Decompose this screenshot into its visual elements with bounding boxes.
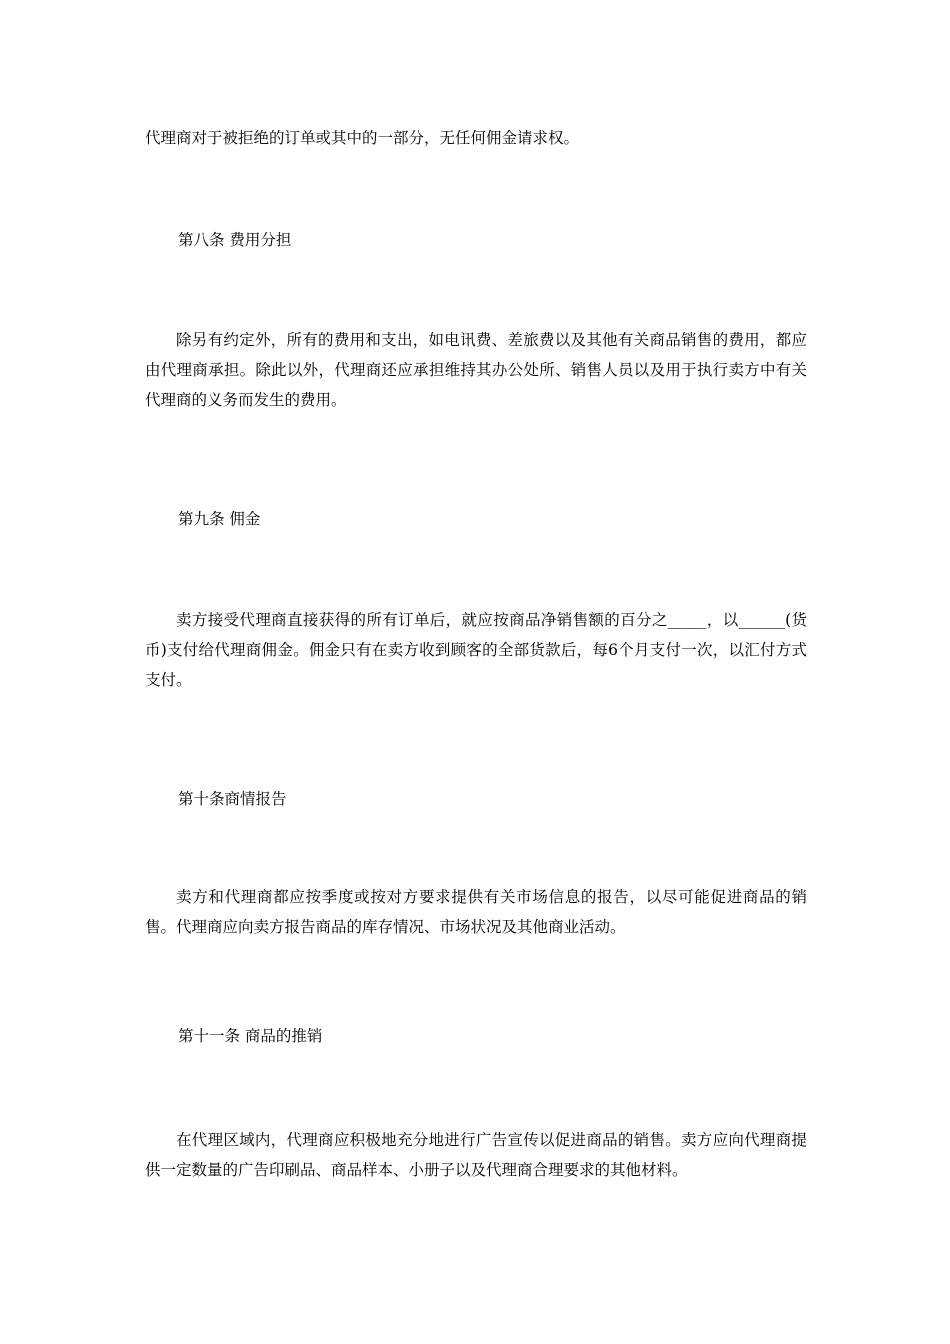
paragraph-market-report: 卖方和代理商都应按季度或按对方要求提供有关市场信息的报告，以尽可能促进商品的销售。代理商应向卖方报告商品的库存情况、市场状况及其他商业活动。 <box>145 888 807 936</box>
article-9-heading: 第九条 佣金 <box>178 510 261 528</box>
article-11-heading: 第十一条 商品的推销 <box>178 1027 323 1045</box>
article-10-heading: 第十条商情报告 <box>178 790 287 808</box>
paragraph-commission-rejection: 代理商对于被拒绝的订单或其中的一部分，无任何佣金请求权。 <box>145 129 580 147</box>
paragraph-expense-sharing: 除另有约定外，所有的费用和支出，如电讯费、差旅费以及其他有关商品销售的费用，都应由代理商承担。除此以外，代理商还应承担维持其办公处所、销售人员以及用于执行卖方中有关代理商的义务而发生的费用。 <box>145 331 807 409</box>
article-8-heading: 第八条 费用分担 <box>178 231 292 249</box>
paragraph-commission: 卖方接受代理商直接获得的所有订单后，就应按商品净销售额的百分之_____，以______(货币)支付给代理商佣金。佣金只有在卖方收到顾客的全部货款后，每6个月支付一次，以汇付方式支付。 <box>145 611 807 689</box>
paragraph-promotion: 在代理区域内，代理商应积极地充分地进行广告宣传以促进商品的销售。卖方应向代理商提供一定数量的广告印刷品、商品样本、小册子以及代理商合理要求的其他材料。 <box>145 1131 807 1179</box>
